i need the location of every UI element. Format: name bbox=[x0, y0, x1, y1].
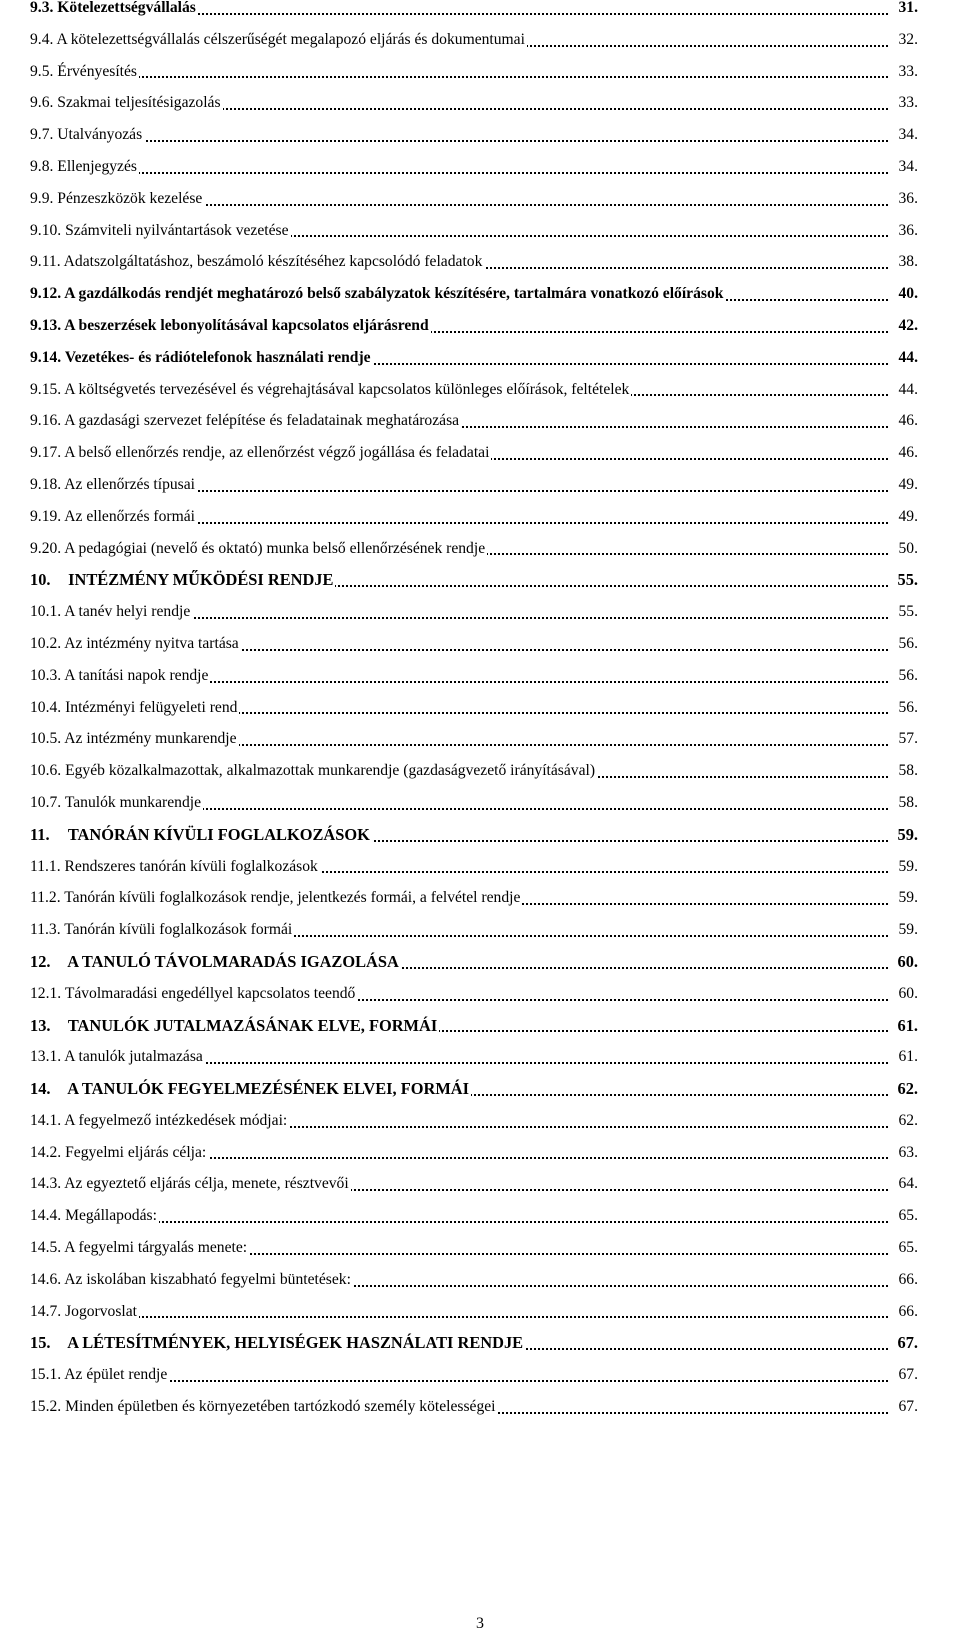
toc-entry[interactable] bbox=[30, 660, 918, 692]
toc-entry[interactable] bbox=[30, 1041, 918, 1073]
toc-entry-heading bbox=[30, 794, 203, 811]
toc-entry-title: Távolmaradási engedéllyel kapcsolatos teendő bbox=[64, 984, 356, 1002]
toc-entry-title: Érvényesítés bbox=[57, 62, 137, 80]
toc-entry[interactable] bbox=[30, 1264, 918, 1296]
toc-entry[interactable] bbox=[30, 151, 918, 183]
toc-entry-title: Az épület rendje bbox=[64, 1366, 168, 1384]
toc-entry-number: 9.18. bbox=[30, 475, 62, 493]
toc-entry-page: 57. bbox=[896, 723, 919, 755]
toc-entry-heading bbox=[30, 1144, 208, 1161]
toc-entry-title: Fegyelmi eljárás célja: bbox=[65, 1143, 207, 1161]
toc-entry-page: 67. bbox=[896, 1391, 919, 1423]
toc-entry-number: 12. bbox=[30, 951, 51, 971]
toc-entry-page: 38. bbox=[896, 246, 919, 278]
toc-entry-page: 56. bbox=[896, 692, 919, 724]
toc-entry-page: 59. bbox=[896, 851, 919, 883]
toc-entry-page: 62. bbox=[896, 1105, 919, 1137]
toc-entry-title: A TANULÓK FEGYELMEZÉSÉNEK ELVEI, FORMÁI bbox=[67, 1079, 470, 1099]
toc-entry[interactable] bbox=[30, 342, 918, 374]
toc-entry-number: 11.1. bbox=[30, 857, 61, 875]
toc-entry-heading bbox=[30, 1048, 205, 1065]
toc-entry-number: 9.11. bbox=[30, 253, 61, 271]
toc-entry-number: 11.3. bbox=[30, 921, 61, 939]
toc-entry-page: 55. bbox=[896, 596, 919, 628]
dot-leader bbox=[30, 140, 888, 142]
toc-entry-title: A kötelezettségvállalás célszerűségét megalapozó eljárás és dokumentumai bbox=[56, 30, 525, 48]
toc-entry-page: 66. bbox=[896, 1296, 919, 1328]
toc-entry-page: 42. bbox=[896, 310, 919, 342]
toc-entry-title: Az intézmény munkarendje bbox=[64, 730, 237, 748]
dot-leader bbox=[30, 172, 888, 174]
toc-entry-title: TANULÓK JUTALMAZÁSÁNAK ELVE, FORMÁI bbox=[67, 1015, 438, 1035]
toc-entry[interactable] bbox=[30, 119, 918, 151]
toc-entry[interactable] bbox=[30, 1327, 918, 1359]
toc-entry-title: Minden épületben és környezetében tartózkodó személy kötelességei bbox=[65, 1398, 496, 1416]
toc-entry-page: 65. bbox=[896, 1232, 919, 1264]
toc-entry-heading bbox=[30, 570, 335, 589]
toc-entry-page: 67. bbox=[896, 1359, 919, 1391]
toc-entry-number: 11.2. bbox=[30, 889, 61, 907]
toc-entry-number: 10.1. bbox=[30, 603, 62, 621]
toc-entry[interactable] bbox=[30, 851, 918, 883]
dot-leader bbox=[30, 1316, 888, 1318]
toc-entry-number: 9.12. bbox=[30, 285, 62, 303]
toc-entry-title: Kötelezettségvállalás bbox=[57, 0, 196, 16]
toc-entry-number: 9.15. bbox=[30, 380, 62, 398]
toc-entry-title: A tanítási napok rendje bbox=[64, 666, 209, 684]
toc-entry-heading bbox=[30, 667, 210, 684]
toc-entry[interactable] bbox=[30, 978, 918, 1010]
toc-entry-title: A beszerzések lebonyolításával kapcsolatos eljárásrend bbox=[64, 316, 429, 334]
toc-entry-number: 10.5. bbox=[30, 730, 62, 748]
toc-entry[interactable] bbox=[30, 56, 918, 88]
toc-entry-heading bbox=[30, 1016, 439, 1035]
toc-entry-title: A gazdálkodás rendjét meghatározó belső szabályzatok készítésére, tartalmára vonatkozó előírások bbox=[64, 285, 724, 303]
table-of-contents bbox=[30, 0, 918, 1423]
toc-entry-heading bbox=[30, 603, 192, 620]
toc-entry-number: 9.13. bbox=[30, 316, 62, 334]
toc-entry-title: Megállapodás: bbox=[65, 1207, 157, 1225]
toc-entry-title: Az ellenőrzés típusai bbox=[64, 475, 195, 493]
toc-entry-title: Számviteli nyilvántartások vezetése bbox=[65, 221, 289, 239]
toc-entry-heading bbox=[30, 699, 239, 716]
toc-entry-heading bbox=[30, 317, 431, 334]
toc-entry-page: 44. bbox=[896, 342, 919, 374]
toc-entry-heading bbox=[30, 952, 401, 971]
toc-entry-page: 64. bbox=[896, 1168, 919, 1200]
toc-entry-number: 9.7. bbox=[30, 126, 54, 144]
toc-entry-page: 49. bbox=[896, 469, 919, 501]
toc-entry-title: A költségvetés tervezésével és végrehajtásával kapcsolatos különleges előírások, feltételek bbox=[64, 380, 630, 398]
toc-entry-page: 63. bbox=[896, 1137, 919, 1169]
toc-entry[interactable] bbox=[30, 501, 918, 533]
toc-entry-title: A tanév helyi rendje bbox=[64, 603, 191, 621]
toc-entry[interactable] bbox=[30, 1296, 918, 1328]
toc-entry-title: A LÉTESÍTMÉNYEK, HELYISÉGEK HASZNÁLATI RENDJE bbox=[67, 1333, 524, 1353]
toc-entry[interactable] bbox=[30, 374, 918, 406]
toc-entry-page: 59. bbox=[896, 914, 919, 946]
toc-entry-heading bbox=[30, 921, 294, 938]
toc-entry[interactable] bbox=[30, 1168, 918, 1200]
toc-entry-title: Szakmai teljesítésigazolás bbox=[57, 94, 221, 112]
toc-entry[interactable] bbox=[30, 24, 918, 56]
toc-entry[interactable] bbox=[30, 469, 918, 501]
toc-entry-title: Rendszeres tanórán kívüli foglalkozások bbox=[64, 857, 318, 875]
dot-leader bbox=[30, 76, 888, 78]
toc-entry-number: 9.19. bbox=[30, 507, 62, 525]
toc-entry-number: 13.1. bbox=[30, 1048, 62, 1066]
toc-entry-heading bbox=[30, 1398, 498, 1415]
toc-entry-page: 33. bbox=[896, 56, 919, 88]
toc-entry-title: Az iskolában kiszabható fegyelmi büntetések: bbox=[64, 1270, 351, 1288]
toc-entry[interactable] bbox=[30, 533, 918, 565]
toc-entry-heading bbox=[30, 412, 461, 429]
toc-entry-heading bbox=[30, 985, 357, 1002]
toc-entry-title: Utalványozás bbox=[57, 126, 143, 144]
toc-entry-title: TANÓRÁN KÍVÜLI FOGLALKOZÁSOK bbox=[67, 824, 370, 844]
toc-entry-number: 14.3. bbox=[30, 1175, 62, 1193]
toc-entry-page: 60. bbox=[895, 946, 919, 978]
toc-entry-heading bbox=[30, 508, 197, 525]
toc-entry-page: 49. bbox=[896, 501, 919, 533]
toc-entry[interactable] bbox=[30, 882, 918, 914]
toc-entry[interactable] bbox=[30, 1073, 918, 1105]
toc-entry-number: 10. bbox=[30, 570, 51, 590]
toc-entry[interactable] bbox=[30, 564, 918, 596]
toc-entry-page: 34. bbox=[896, 119, 919, 151]
toc-entry-page: 34. bbox=[896, 151, 919, 183]
toc-entry-number: 9.9. bbox=[30, 189, 54, 207]
toc-entry-title: A pedagógiai (nevelő és oktató) munka belső ellenőrzésének rendje bbox=[64, 539, 486, 557]
toc-entry-page: 67. bbox=[895, 1327, 919, 1359]
toc-entry-number: 10.2. bbox=[30, 634, 62, 652]
toc-entry-heading bbox=[30, 1207, 159, 1224]
toc-entry[interactable] bbox=[30, 723, 918, 755]
toc-entry-page: 56. bbox=[896, 660, 919, 692]
toc-entry-number: 14.5. bbox=[30, 1239, 62, 1257]
toc-entry-page: 61. bbox=[895, 1010, 919, 1042]
toc-entry-heading bbox=[30, 222, 291, 239]
toc-entry-title: Tanórán kívüli foglalkozások formái bbox=[64, 921, 293, 939]
toc-entry-number: 14.2. bbox=[30, 1143, 62, 1161]
toc-entry-page: 46. bbox=[896, 437, 919, 469]
toc-entry-page: 44. bbox=[896, 374, 919, 406]
toc-entry-title: INTÉZMÉNY MŰKÖDÉSI RENDJE bbox=[68, 570, 334, 590]
toc-entry-number: 10.6. bbox=[30, 762, 62, 780]
toc-entry-number: 9.14. bbox=[30, 348, 62, 366]
toc-entry-heading bbox=[30, 63, 139, 80]
toc-entry-heading bbox=[30, 1333, 525, 1352]
toc-entry[interactable] bbox=[30, 87, 918, 119]
toc-entry-heading bbox=[30, 190, 204, 207]
toc-entry-number: 14.1. bbox=[30, 1111, 62, 1129]
toc-entry-title: A fegyelmező intézkedések módjai: bbox=[64, 1111, 288, 1129]
toc-entry-page: 36. bbox=[896, 183, 919, 215]
toc-entry[interactable] bbox=[30, 1137, 918, 1169]
toc-entry-title: Vezetékes- és rádiótelefonok használati rendje bbox=[64, 348, 371, 366]
toc-entry[interactable] bbox=[30, 246, 918, 278]
toc-entry[interactable] bbox=[30, 0, 918, 24]
toc-entry-page: 55. bbox=[895, 564, 919, 596]
toc-entry-heading bbox=[30, 476, 197, 493]
toc-entry[interactable] bbox=[30, 437, 918, 469]
toc-entry[interactable] bbox=[30, 1359, 918, 1391]
toc-entry-title: Pénzeszközök kezelése bbox=[57, 189, 203, 207]
toc-entry-heading bbox=[30, 762, 597, 779]
toc-entry-heading bbox=[30, 1112, 289, 1129]
toc-entry-number: 14.7. bbox=[30, 1302, 62, 1320]
toc-entry-title: Az egyeztető eljárás célja, menete, résztvevői bbox=[64, 1175, 349, 1193]
toc-entry-page: 31. bbox=[896, 0, 919, 24]
toc-entry[interactable] bbox=[30, 628, 918, 660]
toc-entry-heading bbox=[30, 540, 487, 557]
toc-entry-number: 9.4. bbox=[30, 30, 54, 48]
toc-entry-number: 9.20. bbox=[30, 539, 62, 557]
toc-entry[interactable] bbox=[30, 819, 918, 851]
toc-entry[interactable] bbox=[30, 1391, 918, 1423]
toc-entry-heading bbox=[30, 31, 527, 48]
toc-entry-number: 10.4. bbox=[30, 698, 62, 716]
toc-entry-page: 50. bbox=[896, 533, 919, 565]
toc-entry-title: Az intézmény nyitva tartása bbox=[64, 634, 239, 652]
toc-entry-number: 9.17. bbox=[30, 444, 62, 462]
toc-entry-heading bbox=[30, 730, 239, 747]
toc-entry-number: 13. bbox=[30, 1015, 51, 1035]
toc-entry-number: 15.1. bbox=[30, 1366, 62, 1384]
toc-entry-page: 59. bbox=[895, 819, 919, 851]
toc-entry-title: Intézményi felügyeleti rend bbox=[65, 698, 238, 716]
toc-entry[interactable] bbox=[30, 946, 918, 978]
toc-entry-page: 66. bbox=[896, 1264, 919, 1296]
toc-entry[interactable] bbox=[30, 310, 918, 342]
toc-entry-heading bbox=[30, 1239, 249, 1256]
toc-entry-number: 9.8. bbox=[30, 157, 54, 175]
toc-entry-heading bbox=[30, 381, 631, 398]
toc-entry-page: 33. bbox=[896, 87, 919, 119]
toc-entry-page: 65. bbox=[896, 1200, 919, 1232]
toc-entry-title: Jogorvoslat bbox=[65, 1302, 137, 1320]
toc-entry[interactable] bbox=[30, 914, 918, 946]
page-number: 3 bbox=[476, 1615, 484, 1632]
toc-entry-page: 56. bbox=[896, 628, 919, 660]
toc-entry-number: 11. bbox=[30, 824, 50, 844]
toc-entry-title: Ellenjegyzés bbox=[57, 157, 137, 175]
toc-entry[interactable] bbox=[30, 215, 918, 247]
toc-entry-heading bbox=[30, 1303, 139, 1320]
toc-entry[interactable] bbox=[30, 278, 918, 310]
toc-entry-title: Az ellenőrzés formái bbox=[64, 507, 195, 525]
toc-entry-heading bbox=[30, 1271, 353, 1288]
toc-entry-heading bbox=[30, 1079, 471, 1098]
toc-entry-heading bbox=[30, 158, 139, 175]
toc-entry-number: 9.3. bbox=[30, 0, 54, 16]
toc-entry[interactable] bbox=[30, 1105, 918, 1137]
toc-entry[interactable] bbox=[30, 1010, 918, 1042]
toc-entry-number: 14.6. bbox=[30, 1270, 62, 1288]
toc-entry-title: Tanórán kívüli foglalkozások rendje, jelentkezés formái, a felvétel rendje bbox=[64, 889, 521, 907]
toc-entry-heading bbox=[30, 858, 320, 875]
toc-entry-number: 10.3. bbox=[30, 666, 62, 684]
toc-entry-heading bbox=[30, 635, 241, 652]
toc-entry-heading bbox=[30, 444, 491, 461]
toc-entry-number: 10.7. bbox=[30, 793, 62, 811]
toc-entry-page: 58. bbox=[896, 755, 919, 787]
toc-entry[interactable] bbox=[30, 183, 918, 215]
toc-entry-heading bbox=[30, 825, 372, 844]
toc-entry-title: A TANULÓ TÁVOLMARADÁS IGAZOLÁSA bbox=[67, 951, 399, 971]
toc-entry-number: 9.16. bbox=[30, 412, 62, 430]
toc-entry-number: 14. bbox=[30, 1079, 51, 1099]
toc-entry-title: A gazdasági szervezet felépítése és feladatainak meghatározása bbox=[64, 412, 460, 430]
toc-entry-page: 61. bbox=[896, 1041, 919, 1073]
toc-entry-number: 14.4. bbox=[30, 1207, 62, 1225]
toc-entry-number: 15.2. bbox=[30, 1398, 62, 1416]
toc-entry-page: 40. bbox=[896, 278, 919, 310]
toc-entry[interactable] bbox=[30, 405, 918, 437]
toc-entry[interactable] bbox=[30, 692, 918, 724]
toc-entry-page: 58. bbox=[896, 787, 919, 819]
toc-entry-number: 12.1. bbox=[30, 984, 62, 1002]
toc-entry[interactable] bbox=[30, 755, 918, 787]
toc-entry-heading bbox=[30, 94, 223, 111]
toc-entry-number: 9.10. bbox=[30, 221, 62, 239]
toc-entry-page: 36. bbox=[896, 215, 919, 247]
toc-entry[interactable] bbox=[30, 1232, 918, 1264]
toc-entry-heading bbox=[30, 126, 144, 143]
toc-entry-title: Tanulók munkarendje bbox=[64, 793, 201, 811]
toc-entry-number: 15. bbox=[30, 1333, 51, 1353]
toc-entry-heading bbox=[30, 1366, 169, 1383]
toc-entry-number: 9.6. bbox=[30, 94, 54, 112]
toc-entry-heading bbox=[30, 1175, 351, 1192]
toc-entry-number: 9.5. bbox=[30, 62, 54, 80]
toc-entry-page: 46. bbox=[896, 405, 919, 437]
toc-entry-title: A fegyelmi tárgyalás menete: bbox=[64, 1239, 248, 1257]
toc-entry-heading bbox=[30, 285, 725, 302]
toc-entry-page: 62. bbox=[895, 1073, 919, 1105]
toc-entry[interactable] bbox=[30, 787, 918, 819]
toc-entry-heading bbox=[30, 0, 198, 16]
toc-entry-page: 60. bbox=[896, 978, 919, 1010]
toc-entry-heading bbox=[30, 889, 522, 906]
toc-entry-title: Adatszolgáltatáshoz, beszámoló készítéséhez kapcsolódó feladatok bbox=[63, 253, 483, 271]
toc-entry[interactable] bbox=[30, 596, 918, 628]
toc-entry-heading bbox=[30, 253, 484, 270]
toc-entry[interactable] bbox=[30, 1200, 918, 1232]
toc-entry-title: A belső ellenőrzés rendje, az ellenőrzést végző jogállása és feladatai bbox=[64, 444, 490, 462]
toc-entry-page: 59. bbox=[896, 882, 919, 914]
toc-entry-title: Egyéb közalkalmazottak, alkalmazottak munkarendje (gazdaságvezető irányításával) bbox=[65, 762, 596, 780]
toc-entry-title: A tanulók jutalmazása bbox=[64, 1048, 203, 1066]
toc-entry-page: 32. bbox=[896, 24, 919, 56]
toc-entry-heading bbox=[30, 349, 373, 366]
